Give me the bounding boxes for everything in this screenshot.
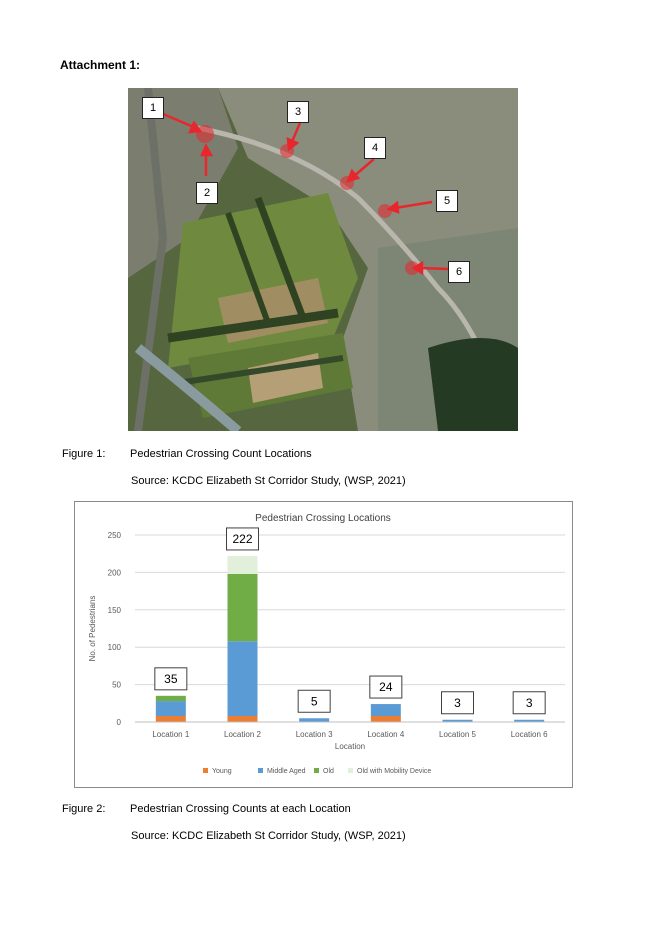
legend-label: Middle Aged — [267, 768, 306, 775]
legend-label: Young — [212, 768, 232, 775]
map-marker-6: 6 — [448, 261, 470, 283]
figure-1-source: Source: KCDC Elizabeth St Corridor Study, (WSP, 2021) — [131, 475, 406, 487]
map-marker-1: 1 — [142, 97, 164, 119]
total-data-label: 35 — [164, 671, 178, 686]
figure-2-caption — [62, 803, 351, 815]
bar-segment-young — [228, 716, 258, 722]
bar-segment-middle-aged — [299, 718, 329, 722]
x-tick-label: Location 6 — [510, 730, 548, 739]
figure-1-number: Figure 1: — [62, 448, 106, 460]
total-data-label: 24 — [379, 680, 393, 695]
legend-swatch-middle-aged — [258, 768, 263, 773]
aerial-photo — [128, 88, 518, 431]
total-data-label: 3 — [525, 695, 533, 710]
total-data-label: 222 — [232, 531, 253, 546]
y-tick-label: 200 — [107, 568, 121, 578]
map-marker-5: 5 — [436, 190, 458, 212]
figure-2-number: Figure 2: — [62, 803, 106, 815]
bar-segment-young — [156, 716, 186, 722]
bar-segment-middle-aged — [371, 704, 401, 716]
map-marker-2: 2 — [196, 182, 218, 204]
x-tick-label: Location 4 — [367, 730, 405, 739]
bar-segment-old — [228, 574, 258, 641]
bar-segment-young — [371, 716, 401, 722]
y-axis-label: No. of Pedestrians — [88, 595, 97, 662]
x-tick-label: Location 3 — [295, 730, 333, 739]
bar-segment-middle-aged — [228, 641, 258, 716]
figure-1-caption — [62, 448, 312, 460]
legend-swatch-old-with-mobility-device — [348, 768, 353, 773]
figure-1-title: Pedestrian Crossing Count Locations — [130, 448, 312, 460]
map-marker-4: 4 — [364, 137, 386, 159]
y-tick-label: 150 — [107, 605, 121, 615]
aerial-map — [128, 88, 518, 431]
attachment-heading: Attachment 1: — [60, 58, 141, 72]
total-data-label: 5 — [310, 694, 318, 709]
bar-segment-old-with-mobility-device — [228, 556, 258, 574]
x-tick-label: Location 1 — [152, 730, 190, 739]
y-tick-label: 250 — [107, 531, 121, 540]
legend-label: Old with Mobility Device — [357, 768, 432, 775]
y-tick-label: 100 — [107, 643, 121, 653]
legend-label: Old — [323, 768, 334, 775]
legend-swatch-young — [203, 768, 208, 773]
total-data-label: 3 — [454, 695, 461, 710]
pedestrian-chart — [74, 501, 573, 788]
legend-swatch-old — [314, 768, 319, 773]
figure-2-source: Source: KCDC Elizabeth St Corridor Study, (WSP, 2021) — [131, 830, 406, 842]
x-tick-label: Location 2 — [224, 730, 261, 739]
x-axis-label: Location — [334, 742, 366, 751]
bar-segment-old — [156, 696, 186, 701]
y-tick-label: 0 — [116, 718, 121, 727]
map-marker-3: 3 — [287, 101, 309, 123]
y-tick-label: 50 — [112, 680, 121, 690]
figure-2-title: Pedestrian Crossing Counts at each Location — [130, 803, 351, 815]
chart-svg — [75, 502, 572, 787]
bar-segment-middle-aged — [156, 701, 186, 716]
x-tick-label: Location 5 — [439, 730, 476, 739]
chart-title: Pedestrian Crossing Locations — [255, 513, 391, 524]
